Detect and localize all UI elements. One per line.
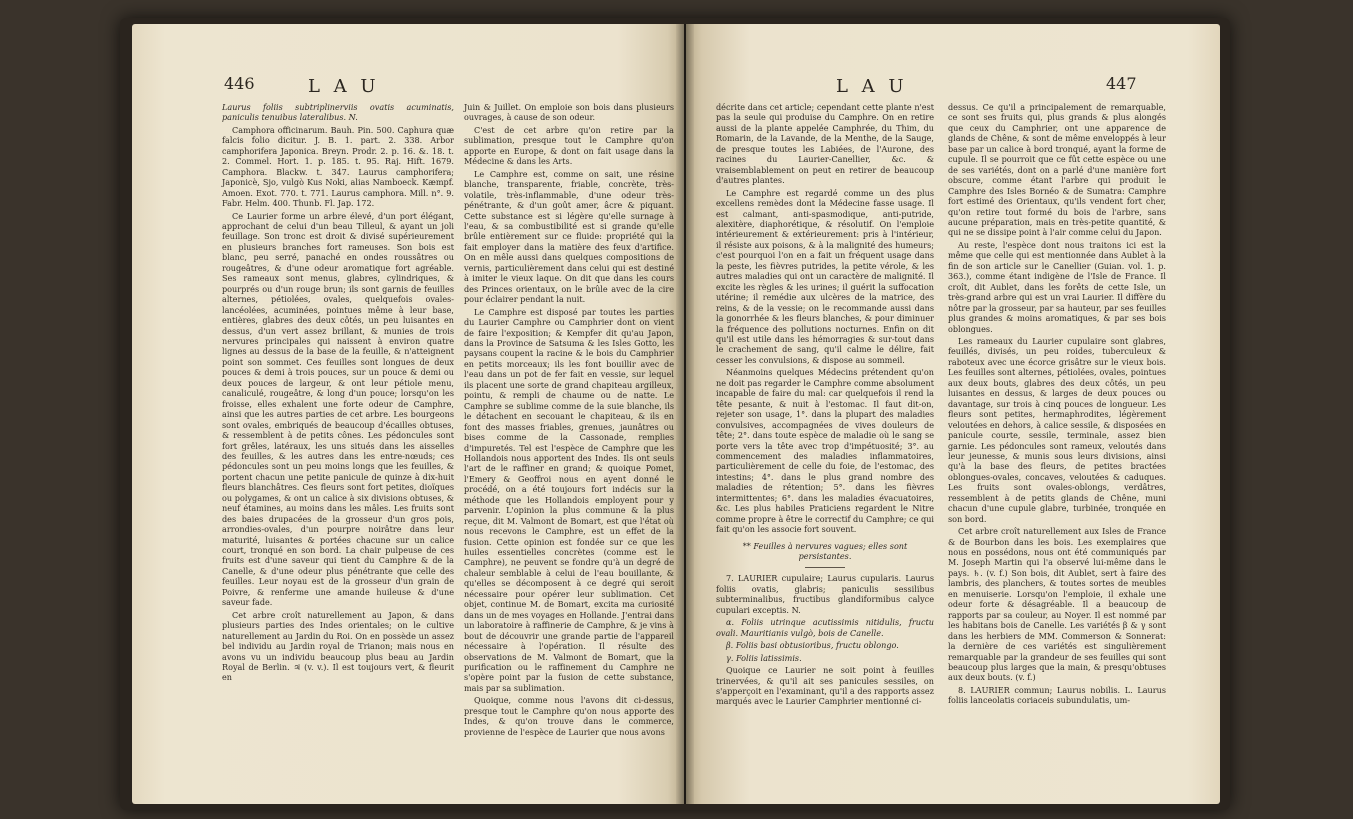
- paragraph: Cet arbre croît naturellement aux Isles de France & de Bourbon dans les bois. Les exemplaires que nous en possédons, nous ont été communiqués par M. Joseph Martin qui l'a observé lui-même dans le pays. ♄. (v. f.) Son bois, dit Aublet, sert à faire des lambris, des planchers, & toutes sortes de meubles en menuiserie. Lorsqu'on l'emploie, il exhale une odeur forte & désagréable. Il a beaucoup de rapports par sa couleur, au Noyer. Il est nommé par les habitans bois de Canelle. Les variétés β & γ sont dans les herbiers de MM. Commerson & Sonnerat: la dernière de ces variétés est singulièrement remarquable par la grandeur de ses feuilles qui sont beaucoup plus larges que la main, & presqu'obtuses aux deux bouts. (v. f.): [948, 526, 1166, 683]
- text-column-1: [716, 102, 934, 707]
- variety-line: β. Foliis basi obtusioribus, fructu oblongo.: [726, 640, 899, 651]
- right-page: [686, 24, 1220, 804]
- left-page: [132, 24, 684, 804]
- page-number: 447: [1106, 74, 1137, 93]
- variety-line: α. Foliis utrinque acutissimis nitidulis, fructu ovali. Mauritianis vulgò, bois de Canelle.: [716, 617, 934, 638]
- paragraph: Quoique ce Laurier ne soit point à feuilles trinervées, & qu'il ait ses panicules sessiles, on s'apperçoit en l'examinant, qu'il a des rapports assez marqués avec le Laurier Camphrier mentionné ci-: [716, 665, 934, 707]
- paragraph: Au reste, l'espèce dont nous traitons ici est la même que celle qui est mentionnée dans Aublet à la fin de son article sur le Canellier (Guian. vol. 1. p. 363.), comme étant indigène de l'Isle de France. Il croît, dit Aublet, dans les forêts de cette Isle, un très-grand arbre qui est un vrai Laurier. Il diffère du nôtre par la grosseur, par sa hauteur, par ses feuilles plus grandes & moins aromatiques, & par ses bois oblongues.: [948, 239, 1166, 334]
- open-book: [120, 18, 1230, 810]
- paragraph: Cet arbre croît naturellement au Japon, & dans plusieurs parties des Indes orientales; on le cultive naturellement au Jardin du Roi. On en possède un assez bel individu au Jardin royal de Trianon; mais nous en avons vu un individu beaucoup plus beau au Jardin Royal de Berlin. ♃ (v. v.). Il est toujours vert, & fleurit en: [222, 609, 454, 683]
- paragraph: Ce Laurier forme un arbre élevé, d'un port élégant, approchant de celui d'un beau Tilleul, & ayant un joli feuillage. Son tronc est droit & divisé supérieurement en plusieurs branches fort rameuses. Son bois est blanc, peu serré, panaché en ondes roussâtres ou rougeâtres, & d'une odeur aromatique fort agréable. Ses rameaux sont menus, glabres, cylindriques, & pourprés ou d'un rouge brun; ils sont garnis de feuilles alternes, pétiolées, ovales, quelquefois ovales-lancéolées, acuminées, pointues même à leur base, entières, glabres des deux côtés, un peu luisantes en dessus, d'un vert assez brillant, & munies de trois nervures principales qui naissent à environ quatre lignes au dessus de la base de la feuille, & n'atteignent point son sommet. Ces feuilles sont longues de deux pouces & demi à trois pouces, sur un pouce & demi ou deux pouces de largeur, & ont leur pétiole menu, canaliculé, rougeâtre, & long d'un pouce; lorsqu'on les froisse, elles exhalent une forte odeur de Camphre, ainsi que les autres parties de cet arbre. Les bourgeons sont ovales, embriqués de beaucoup d'écailles obtuses, & ressemblent à de petits cônes. Les pédoncules sont fort grêles, latéraux, les uns situés dans les aisselles des feuilles, & les autres dans les entre-nœuds; ces pédoncules sont un peu moins longs que les feuilles, & portent chacun une petite panicule de quinze à dix-huit fleurs blanchâtres. Ces fleurs sont fort petites, dioïques ou polygames, & ont un calice à six divisions obtuses, & neuf étamines, au moins dans les mâles. Les fruits sont des baies drupacées de la grosseur d'un gros pois, arrondies-ovales, d'un pourpre noirâtre dans leur maturité, luisantes & portées chacune sur un calice court, tronqué en son bord. La chair pulpeuse de ces fruits est d'une saveur qui tient du Camphre & de la Canelle, & d'une odeur plus pénétrante que celle des feuilles. Leur noyau est de la grosseur d'un grain de Poivre, & renferme une amande huileuse & d'une saveur fade.: [222, 210, 454, 608]
- page-number: 446: [224, 74, 255, 93]
- paragraph: Néanmoins quelques Médecins prétendent qu'on ne doit pas regarder le Camphre comme absolument incapable de faire du mal: car quelquefois il rend la tête pesante, & nuit à l'estomac. Il faut dit-on, rejeter son usage, 1°. dans la plupart des maladies convulsives, accompagnées de vives douleurs de tête; 2°. dans toute espèce de maladie où le sang se porte vers la tête avec trop d'impétuosité; 3°. au commencement des maladies inflammatoires, particulièrement de celle du foie, de l'estomac, des intestins; 4°. dans le plus grand nombre des maladies de rétention; 5°. dans les fièvres intermittentes; 6°. dans les maladies évacuatoires, &c. Les plus habiles Praticiens regardent le Nitre comme propre à être le correctif du Camphre; ce qui fait qu'on les associe fort souvent.: [716, 367, 934, 535]
- running-header: L A U: [308, 76, 380, 97]
- section-heading: ** Feuilles à nervures vagues; elles sont persistantes.: [742, 540, 908, 562]
- paragraph: Juin & Juillet. On emploie son bois dans plusieurs ouvrages, à cause de son odeur.: [464, 102, 674, 123]
- paragraph: dessus. Ce qu'il a principalement de remarquable, ce sont ses fruits qui, plus grands & plus alongés que ceux du Camphrier, ont une apparence de glands de Chêne, & sont de même enveloppés à leur base par un calice à bord tronqué, ayant la forme de cupule. Il se pourroit que ce fût cette espèce ou une de ses variétés, dont on a parlé d'une manière fort obscure, comme étant l'arbre qui produit le Camphre des Isles Bornéo & de Sumatra: Camphre fort estimé des Orientaux, qu'ils vendent fort cher, qu'on retire tout formé du bois de l'arbre, sans aucune préparation, mais en très-petite quantité, & qui ne se dissipe point à l'air comme celui du Japon.: [948, 102, 1166, 238]
- paragraph: décrite dans cet article; cependant cette plante n'est pas la seule qui produise du Camphre. On en retire aussi de la plante appelée Camphrée, du Thim, du Romarin, de la Lavande, de la Menthe, de la Sauge, de presque toutes les Labiées, de l'Aurone, des racines du Laurier-Canellier, &c. & vraisemblablement on peut en retirer de beaucoup d'autres plantes.: [716, 102, 934, 186]
- species-entry: 7. LAURIER cupulaire; Laurus cupularis. Laurus foliis ovatis, glabris; paniculis sessilibus subterminalibus, fructibus glandiformibus calyce cupulari exceptis. N.: [716, 573, 934, 615]
- variety-line: γ. Foliis latissimis.: [726, 652, 802, 663]
- text-column-2: [948, 102, 1166, 706]
- species-entry: 8. LAURIER commun; Laurus nobilis. L. Laurus foliis lanceolatis coriaceis subundulatis, um-: [948, 684, 1166, 706]
- paragraph: Le Camphre est regardé comme un des plus excellens remèdes dont la Médecine fasse usage. Il est calmant, anti-spasmodique, anti-putride, alexitère, diaphorétique, & résolutif. On l'emploie intérieurement & extérieurement: pris à l'intérieur, il résiste aux poisons, & à la malignité des humeurs; c'est pourquoi l'on en a fait un fréquent usage dans la peste, les fièvres putrides, la petite vérole, & les autres maladies qui ont un caractère de malignité. Il excite les règles & les urines; il guérit la suffocation utérine; il remédie aux ulcères de la matrice, des reins, & de la vessie; on le recommande aussi dans la gonorrhée & les fleurs blanches, & pour diminuer la fréquence des pollutions nocturnes. Enfin on dit qu'il est utile dans les hémorragies & sur-tout dans le crachement de sang, qu'il calme le délire, fait cesser les convulsions, & dispose au sommeil.: [716, 187, 934, 365]
- text-column-2: [464, 102, 674, 737]
- paragraph: Le Camphre est disposé par toutes les parties du Laurier Camphre ou Camphrier dont on vient de faire l'exposition; & Kempfer dit qu'au Japon, dans la Province de Satsuma & les Isles Gotto, les paysans coupent la racine & le bois du Camphrier en petits morceaux; ils les font bouillir avec de l'eau dans un pot de fer fait en vessie, sur lequel ils placent une sorte de grand chapiteau argilleux, pointu, & rempli de chaume ou de natte. Le Camphre se sublime comme de la suie blanche, ils le détachent en secouant le chapiteau, & ils en font des masses friables, grenues, jaunâtres ou bises comme de la Cassonade, remplies d'impuretés. Tel est l'espèce de Camphre que les Hollandois nous apportent des Indes. Ils ont seuls l'art de le raffiner en grand; & quoique Pomet, l'Emery & Geoffroi nous en ayent donné le procédé, on a été toujours fort indécis sur la méthode que les Hollandois employent pour y parvenir. L'opinion la plus commune & la plus reçue, dit M. Valmont de Bomart, est que l'état où nous recevons le Camphre, est un effet de la fusion. Cette opinion est fondée sur ce que les huiles essentielles concrètes (comme est le Camphre), ne peuvent se fondre qu'à un degré de chaleur semblable à celui de l'eau bouillante, & qu'elles se décomposent à ce degré qui seroit nécessaire pour opérer leur sublimation. Cet objet, continue M. de Bomart, excita ma curiosité dans un de mes voyages en Hollande. J'entrai dans un laboratoire à raffinerie de Camphre, & je vins à bout de découvrir une grande partie de l'appareil nécessaire à l'opération. Il résulte des observations de M. Valmont de Bomart, que la purification ou le raffinement du Camphre ne s'opère point par la fusion de cette substance, mais par sa sublimation.: [464, 306, 674, 693]
- text-column-1: [222, 102, 454, 683]
- running-header: L A U: [836, 76, 908, 97]
- divider: [805, 567, 845, 568]
- book-gutter: [676, 24, 694, 804]
- paragraph: C'est de cet arbre qu'on retire par la sublimation, presque tout le Camphre qu'on apporte en Europe, & dont on fait usage dans la Médecine & dans les Arts.: [464, 124, 674, 167]
- paragraph: Laurus foliis subtriplinerviis ovatis acuminatis, paniculis tenuibus lateralibus. N.: [222, 102, 454, 123]
- paragraph: Camphora officinarum. Bauh. Pin. 500. Caphura quæ falcis folio dicitur. J. B. 1. part. 2. 338. Arbor camphorifera Japonica. Breyn. Prodr. 2. p. 16. &. 18. t. 2. Commel. Hort. 1. p. 185. t. 95. Raj. Hift. 1679. Camphora. Blackw. t. 347. Laurus camphorifera; Japonicè, Sjo, vulgò Kus Noki, alias Namboeck. Kæmpf. Amoen. Exot. 770. t. 771. Laurus camphora. Mill. n°. 9. Fabr. Helm. 400. Thunb. Fl. Jap. 172.: [222, 124, 454, 209]
- paragraph: Les rameaux du Laurier cupulaire sont glabres, feuillés, divisés, un peu roides, tuberculeux & raboteux avec une écorce grisâtre sur le vieux bois. Les feuilles sont alternes, pétiolées, ovales, pointues aux deux bouts, glabres des deux côtés, un peu luisantes en dessus, & larges de deux pouces ou davantage, sur trois à cinq pouces de longueur. Les fleurs sont petites, hermaphrodites, légèrement veloutées en dehors, à calice sessile, & disposées en panicule courte, sessile, terminale, assez bien garnie. Les pédoncules sont rameux, veloutés dans leur jeunesse, & munis sous leurs divisions, ainsi qu'à la base des fleurs, de petites bractées oblongues-ovales, concaves, veloutées & caduques. Les fruits sont ovales-oblongs, verdâtres, ressemblent à de petits glands de Chêne, muni chacun d'une cupule glabre, turbinée, tronquée en son bord.: [948, 335, 1166, 524]
- paragraph: Le Camphre est, comme on sait, une résine blanche, transparente, friable, concrète, très-volatile, très-inflammable, d'une odeur très-pénétrante, & d'un goût amer, âcre & piquant. Cette substance est si légère qu'elle surnage à l'eau, & sa combustibilité est si grande qu'elle brûle entièrement sur ce fluide: propriété qui la fait employer dans la matière des feux d'artifice. On en mêle aussi dans quelques compositions de vernis, particulièrement dans celui qui est destiné à imiter le vieux laque. On dit que dans les cours des Princes orientaux, on le brûle avec de la cire pour éclairer pendant la nuit.: [464, 168, 674, 305]
- paragraph: Quoique, comme nous l'avons dit ci-dessus, presque tout le Camphre qu'on nous apporte des Indes, & qu'on trouve dans le commerce, provienne de l'espèce de Laurier que nous avons: [464, 695, 674, 737]
